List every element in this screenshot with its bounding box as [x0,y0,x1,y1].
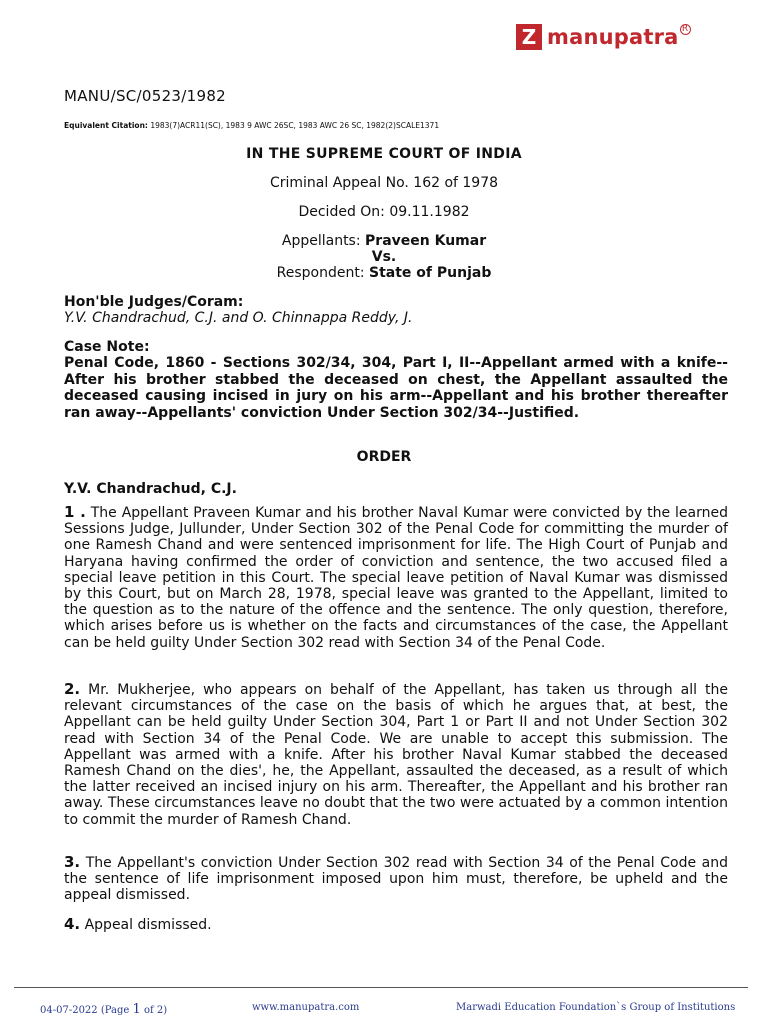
equivalent-citation [64,121,439,130]
footer-date-page [40,1002,167,1017]
judges-names: Y.V. Chandrachud, C.J. and O. Chinnappa Reddy, J. [64,310,413,326]
paragraph-3 [64,854,728,904]
appellants-label: Appellants: [281,233,361,249]
footer-date: 04-07-2022 [40,1005,98,1016]
footer-page-prefix: (Page [100,1005,130,1016]
manupatra-mark-icon: Z [516,24,542,50]
citation-reference: MANU/SC/0523/1982 [64,87,227,105]
versus-label: Vs. [371,249,397,265]
appellants-name: Praveen Kumar [365,233,487,249]
paragraph-number: 4. [64,915,81,933]
order-heading: ORDER [356,449,412,465]
footer-divider [14,987,748,988]
equivalent-citation-label: Equivalent Citation: [64,121,148,130]
appeal-number: Criminal Appeal No. 162 of 1978 [269,175,499,191]
paragraph-2 [64,681,728,828]
paragraph-text: Mr. Mukherjee, who appears on behalf of the Appellant, has taken us through all the relevant circumstances of the case on the basis of which he argues that, at best, the Appellant can be held guilty Under Section 304, Part 1 or Part II and not Under Section 302 read with Section 34 of the Penal Code. We are unable to accept this submission. The Appellant was armed with a knife. After his brother Naval Kumar stabbed the deceased Ramesh Chand on the dies', he, the Appellant, assaulted the deceased, as a result of which the latter received an incised injury on his arm. Thereafter, the Appellant and his brother ran away. These circumstances leave no doubt that the two were actuated by a common intention to commit the murder of Ramesh Chand. [64,682,729,828]
appellants-line [0,233,768,249]
footer-website-link[interactable]: www.manupatra.com [252,1002,360,1013]
footer-page-number: 1 [132,1002,141,1017]
decided-date: Decided On: 09.11.1982 [298,204,470,220]
paragraph-text: The Appellant's conviction Under Section 302 read with Section 34 of the Penal Code and the sentence of life imprisonment imposed upon him must, therefore, be upheld and the appeal dismissed. [64,855,729,904]
court-name: IN THE SUPREME COURT OF INDIA [246,146,522,162]
respondent-line [0,265,768,281]
manupatra-logo [516,24,691,50]
paragraph-number: 1 . [64,503,86,521]
case-note-text: Penal Code, 1860 - Sections 302/34, 304, Part I, II--Appellant armed with a knife--After his brother stabbed the deceased on chest, the Appellant assaulted the deceased causing incised in jury on his arm--Appellant and his brother thereafter ran away--Appellants' conviction Under Section 302/34--Justified. [64,355,728,421]
respondent-name: State of Punjab [369,265,492,281]
paragraph-number: 3. [64,853,81,871]
footer-institution: Marwadi Education Foundation`s Group of Institutions [456,1002,736,1013]
paragraph-text: The Appellant Praveen Kumar and his brother Naval Kumar were convicted by the learned Sessions Judge, Jullunder, Under Section 302 of the Penal Code for committing the murder of one Ramesh Chand and were sentenced imprisonment for life. The High Court of Punjab and Haryana having confirmed the order of conviction and sentence, the two accused filed a special leave petition in this Court. The special leave petition of Naval Kumar was dismissed by this Court, but on March 28, 1978, special leave was granted to the Appellant, limited to the question as to the nature of the offence and the sentence. The only question, therefore, which arises before us is whether on the facts and circumstances of the case, the Appellant can be held guilty Under Section 302 read with Section 34 of the Penal Code. [64,505,729,651]
equivalent-citation-text: 1983(7)ACR11(SC), 1983 9 AWC 26SC, 1983 AWC 26 SC, 1982(2)SCALE1371 [150,121,440,130]
registered-icon: R [680,24,691,35]
brand-name: manupatra [547,25,679,49]
footer-page-suffix: of 2) [143,1005,168,1016]
case-note-heading: Case Note: [64,339,150,355]
paragraph-number: 2. [64,680,81,698]
authoring-judge: Y.V. Chandrachud, C.J. [64,481,237,497]
judges-heading: Hon'ble Judges/Coram: [64,294,244,310]
paragraph-4 [64,916,728,933]
respondent-label: Respondent: [276,265,365,281]
paragraph-text: Appeal dismissed. [84,917,212,933]
paragraph-1 [64,504,728,651]
